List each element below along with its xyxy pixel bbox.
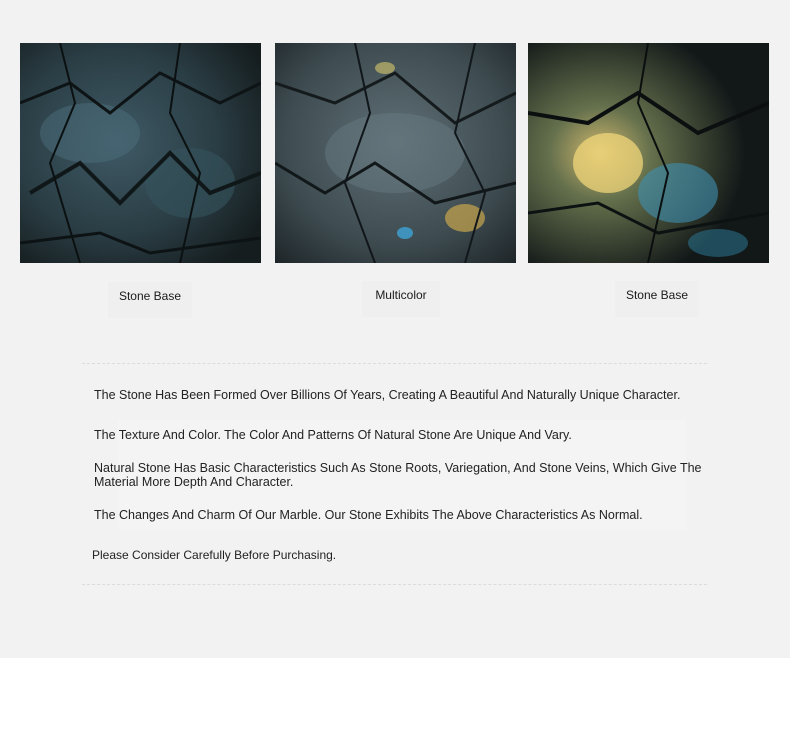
swatch-caption: Stone Base [615, 281, 699, 317]
note-line: The Changes And Charm Of Our Marble. Our Stone Exhibits The Above Characteristics As Normal. [94, 508, 643, 522]
stone-base-flash-swatch-image [528, 43, 769, 263]
stone-base-swatch-image [20, 43, 261, 263]
multicolor-swatch-image [275, 43, 516, 263]
note-line: The Texture And Color. The Color And Patterns Of Natural Stone Are Unique And Vary. [94, 428, 572, 442]
note-line: The Stone Has Been Formed Over Billions Of Years, Creating A Beautiful And Naturally Unique Character. [94, 388, 681, 402]
swatch-caption: Multicolor [362, 281, 440, 317]
divider [82, 584, 707, 585]
divider [82, 363, 707, 364]
swatch-caption: Stone Base [108, 282, 192, 318]
note-line-footer: Please Consider Carefully Before Purchasing. [92, 548, 337, 562]
note-line: Natural Stone Has Basic Characteristics Such As Stone Roots, Variegation, And Stone Veins, Which Give The Material More Depth And Character. [94, 461, 702, 489]
